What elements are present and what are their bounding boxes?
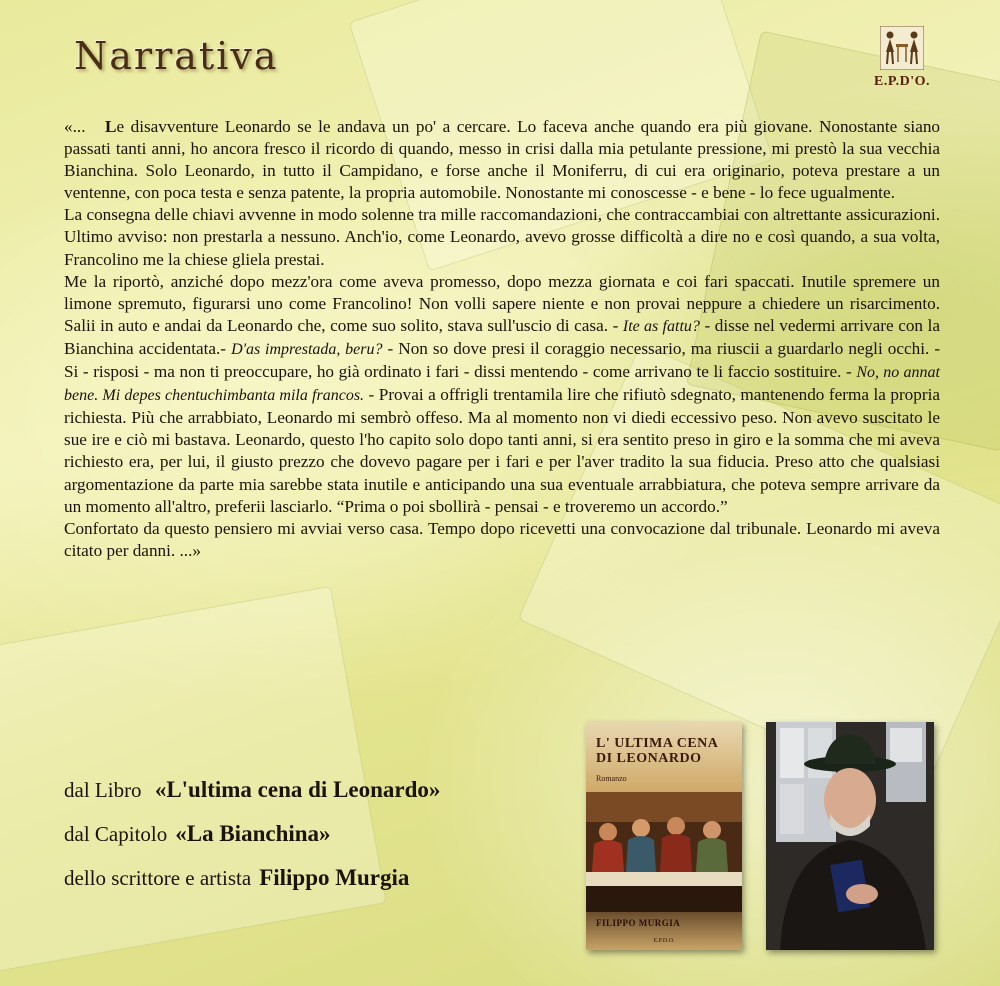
author-portrait-photo bbox=[766, 722, 934, 950]
excerpt-text: - Provai a offrigli trentamila lire che rifiutò sdegnato, mantenendo ferma la propria richiesta. Più che arrabbiato, Leonardo mi sembrò offeso. Ma al momento non vi diedi eccessivo peso. Non avevo suscitato le sue ire e ciò mi bastava. Leonardo, questo l'ho capito solo dopo tanti anni, si era sentito preso in giro e la somma che mi aveva richiesto era, per lui, il giusto prezzo che dovevo pagare per i fari e per l'aver tradito la sua fiducia. Preso atto che qualsiasi argomentazione da parte mia sarebbe stata inutile e anticipando una sua eventuale arrabbiatura, che poteva sempre arrivare da un momento all'altro, preferii lasciarlo. “Prima o poi sbollirà - pensai - e troveremo un accordo.” bbox=[64, 385, 940, 516]
last-supper-painting-icon bbox=[586, 792, 742, 912]
excerpt-text: e disavventure Leonardo se le andava un po' a cercare. Lo faceva anche quando era più giovane. Nonostante siano passati tanti anni, ho ancora fresco il ricordo di quando, messo in crisi dalla mia petulante pressione, mi prestò la sua vecchia Bianchina. Solo Leonardo, in tutto il Campidano, e forse anche il Moniferru, di cui era originario, poteva prestare a un ventenne, con poca testa e senza patente, la propria automobile. Nonostante mi conoscesse - e bene - lo fece ugualmente. bbox=[64, 117, 941, 203]
initial-letter: L bbox=[105, 117, 117, 136]
excerpt-paragraph: La consegna delle chiavi avvenne in modo solenne tra mille raccomandazioni, che contraccambiai con altrettante assicurazioni. Ultimo avviso: non prestarla a nessuno. Anch'io, come Leonardo, avevo grosse difficoltà a dire no e così quando, a sua volta, Francolino me la chiese gliela prestai. bbox=[64, 205, 940, 269]
credit-prefix: dal Libro bbox=[64, 778, 142, 802]
section-title: Narrativa bbox=[74, 34, 279, 78]
book-credits bbox=[64, 768, 584, 900]
credit-prefix: dal Capitolo bbox=[64, 822, 168, 846]
excerpt-text: - Non so dove presi il coraggio necessario, ma riuscii a guardarlo negli occhi. - Si - risposi - ma non ti preoccupare, ho già ordinato i fari - dissi mentendo - come arrivano te li faccio sostituire. - bbox=[64, 338, 941, 382]
excerpt-text: - disse nel vedermi arrivare con la Bianchina accidentata.- bbox=[64, 315, 940, 358]
opening-quote: «... bbox=[64, 117, 86, 136]
author-portrait-icon bbox=[766, 722, 934, 950]
book-cover-image bbox=[586, 722, 742, 950]
dialect-quote: No, no annat bene. Mi depes chentuchimbanta mila francos. bbox=[64, 364, 941, 405]
book-credit-line bbox=[64, 768, 584, 812]
publisher-name: E.P.D'O. bbox=[874, 74, 930, 89]
cover-title: L' ULTIMA CENA DI LEONARDO bbox=[596, 736, 718, 766]
cover-author: FILIPPO MURGIA bbox=[596, 918, 681, 928]
dialect-quote: Ite as fattu? bbox=[622, 317, 700, 335]
author-name: Filippo Murgia bbox=[259, 865, 410, 890]
excerpt-paragraph bbox=[64, 116, 940, 204]
chapter-credit-line bbox=[64, 812, 584, 856]
publisher-logo bbox=[862, 26, 942, 90]
author-credit-line bbox=[64, 856, 584, 900]
excerpt-text: Me la riportò, anziché dopo mezz'ora come aveva promesso, dopo mezza giornata e coi fari spaccati. Inutile spremere un limone spremuto, figurarsi uno come Francolino! Non volli sapere niente e non provai neppure a chiedere un risarcimento. Salii in auto e andai da Leonardo che, come suo solito, stava sull'uscio di casa. - bbox=[64, 271, 940, 335]
credit-prefix: dello scrittore e artista bbox=[64, 866, 252, 890]
chapter-title: «La Bianchina» bbox=[175, 821, 331, 846]
publisher-figures-icon bbox=[880, 26, 924, 70]
cover-publisher: E.P.D.O. bbox=[653, 938, 675, 944]
excerpt-paragraph bbox=[64, 271, 940, 518]
excerpt-paragraph: Confortato da questo pensiero mi avviai verso casa. Tempo dopo ricevetti una convocazione dal tribunale. Leonardo mi aveva citato per danni. ...» bbox=[64, 518, 940, 560]
dialect-quote: D'as imprestada, beru? bbox=[231, 340, 383, 358]
narrative-excerpt bbox=[64, 116, 940, 562]
cover-subtitle: Romanzo bbox=[596, 774, 627, 783]
book-title: «L'ultima cena di Leonardo» bbox=[154, 777, 441, 802]
